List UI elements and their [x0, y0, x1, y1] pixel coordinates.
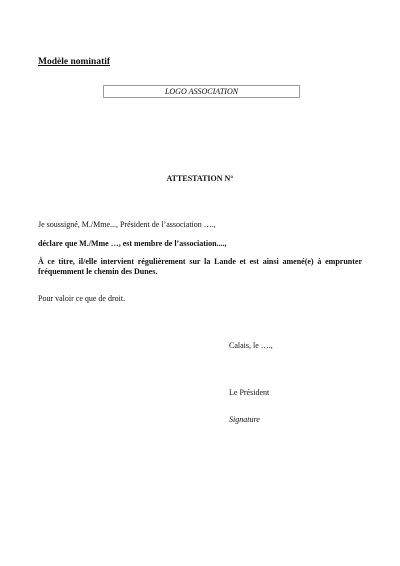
- declaration-line: déclare que M./Mme …, est membre de l’association....,: [38, 239, 227, 248]
- logo-placeholder-text: LOGO ASSOCIATION: [164, 87, 239, 96]
- logo-placeholder-box: [103, 85, 300, 98]
- valoir-line: Pour valoir ce que de droit.: [38, 294, 126, 303]
- signature-label: Signature: [229, 415, 260, 424]
- paragraph-line-1: À ce titre, il/elle intervient régulièrement sur la Lande et est ainsi amené(e) à emprunter: [38, 257, 362, 266]
- signer-role: Le Président: [229, 388, 270, 397]
- paragraph-line-2: fréquemment le chemin des Dunes.: [38, 267, 158, 276]
- attestation-title: ATTESTATION N°: [166, 174, 234, 183]
- place-date-line: Calais, le ….,: [229, 341, 273, 350]
- document-heading: Modèle nominatif: [38, 57, 111, 67]
- membership-paragraph: [38, 257, 362, 277]
- undersigned-line: Je soussigné, M./Mme..., Président de l’association ….,: [38, 220, 216, 229]
